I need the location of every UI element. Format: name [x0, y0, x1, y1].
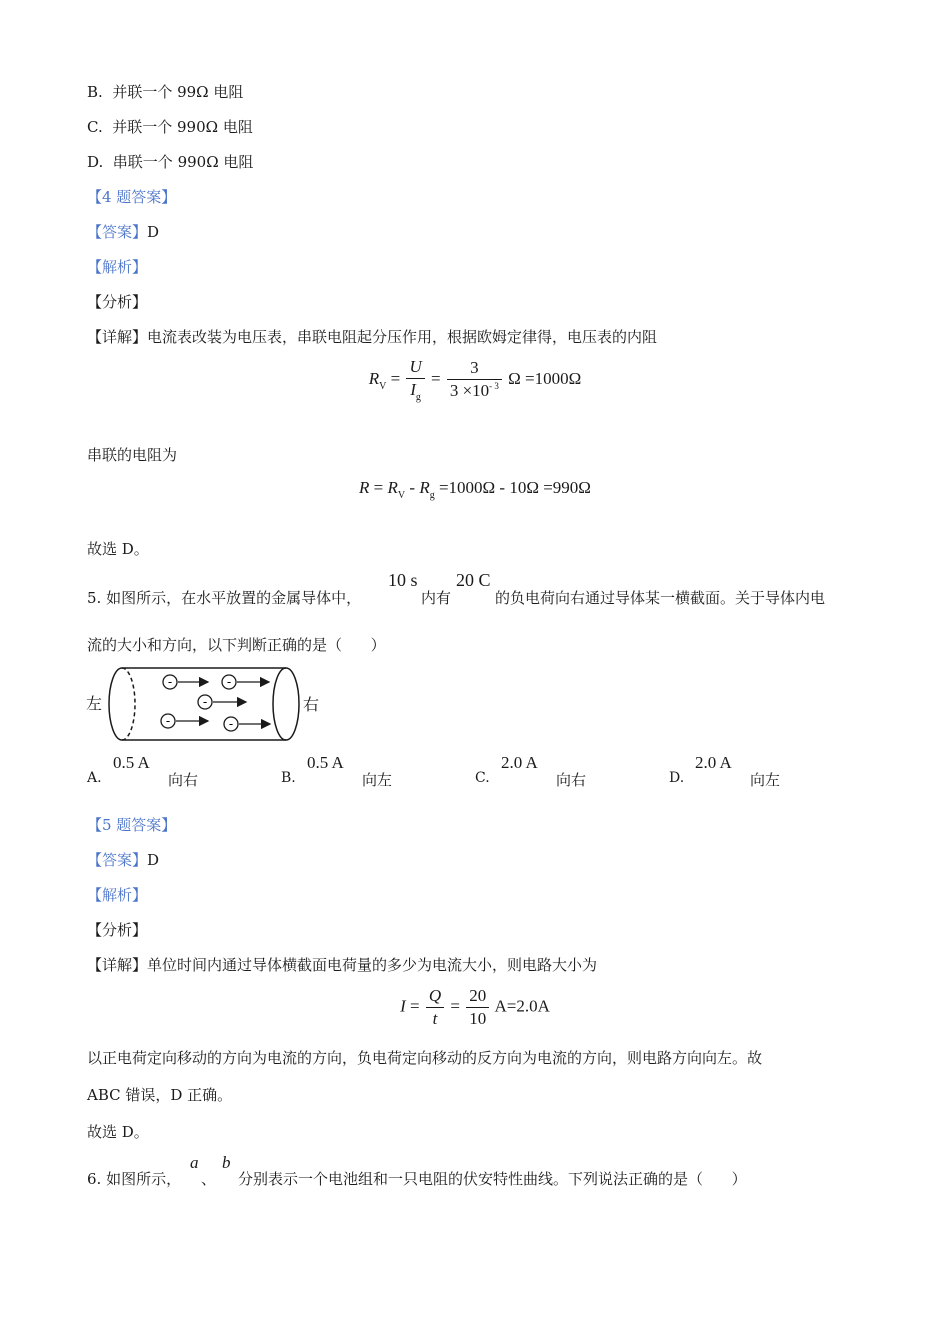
- q4-detail-text: 电流表改装为电压表，串联电阻起分压作用，根据欧姆定律得，电压表的内阻: [147, 328, 658, 346]
- q4-detail-line: [87, 326, 657, 348]
- option-value: 0.5 A: [307, 753, 344, 772]
- q5-explain-1: 以正电荷定向移动的方向为电流的方向，负电荷定向移动的反方向为电流的方向，则电路方向向左。故: [87, 1049, 763, 1067]
- eq-symbol: R: [368, 368, 380, 388]
- q5-stem-3: 的负电荷向右通过导体某一横截面。关于导体内电: [495, 589, 826, 607]
- q4-equation-rv: $R_V$ = $\frac{U}{I_g}$ = $\frac{3}{3 \times 10^{- 3}}$ Ω =1000Ω: [368, 357, 582, 403]
- q5-analysis-heading: 【解析】: [87, 886, 148, 904]
- eq-result: A=2.0A: [494, 996, 550, 1016]
- q5-stem-4: 流的大小和方向，以下判断正确的是（ ）: [87, 636, 386, 654]
- eq-symbol: I: [400, 996, 406, 1016]
- svg-text:-: -: [226, 675, 232, 689]
- conductor-diagram: [86, 664, 326, 744]
- q6-var-a: a: [190, 1153, 199, 1172]
- negative-charge: [163, 675, 208, 689]
- option-direction: 向左: [750, 771, 781, 789]
- option-direction: 向左: [362, 771, 393, 789]
- option-value: 2.0 A: [501, 753, 538, 772]
- q4-answer-bracket: 【答案】: [87, 223, 148, 241]
- numerator: Q: [426, 985, 444, 1008]
- option-value: 2.0 A: [695, 753, 732, 772]
- q4-option-d: D. 串联一个 990Ω 电阻: [87, 153, 254, 171]
- eq-symbol: R: [387, 478, 398, 497]
- q4-series-text: 串联的电阻为: [87, 446, 178, 464]
- negative-charge: [224, 717, 270, 731]
- q5-answer-heading: 【5 题答案】: [87, 816, 177, 834]
- q4-equation-r: $R = R_V - R_g =1000\Omega - 10\Omega =990\Omega$: [359, 478, 591, 501]
- option-label: A.: [87, 770, 102, 786]
- q5-answer-bracket: 【答案】: [87, 851, 148, 869]
- q5-detail-line: [87, 954, 597, 976]
- q4-answer-value: D: [147, 223, 160, 241]
- svg-text:-: -: [167, 675, 173, 689]
- q4-fenxi: 【分析】: [87, 293, 148, 311]
- option-label: C.: [475, 770, 490, 786]
- fraction-u-over-ig: [406, 356, 424, 404]
- denominator: 10: [469, 1009, 487, 1028]
- q6-stem-1: 6. 如图所示，: [87, 1170, 182, 1188]
- numerator: U: [406, 356, 424, 379]
- option-direction: 向右: [556, 771, 587, 789]
- eq-subscript: g: [429, 490, 435, 501]
- eq-subscript: V: [397, 490, 406, 501]
- q5-answer-line: [87, 849, 159, 871]
- q5-choose: 故选 D。: [87, 1123, 149, 1141]
- q4-answer-heading: 【4 题答案】: [87, 188, 177, 206]
- denominator: 3 ×10: [449, 380, 490, 400]
- q5-answer-value: D: [147, 851, 160, 869]
- eq-subscript: V: [379, 380, 387, 392]
- q5-detail-bracket: 【详解】: [87, 956, 148, 974]
- numerator: 3: [447, 357, 502, 380]
- q5-time-value: 10 s: [388, 570, 418, 590]
- fraction-3-over-3e-3: [447, 357, 502, 404]
- svg-text:-: -: [228, 717, 234, 731]
- denominator: I: [410, 380, 416, 399]
- svg-text:-: -: [165, 714, 171, 728]
- q5-fenxi: 【分析】: [87, 921, 148, 939]
- q6-separator: 、: [201, 1170, 217, 1188]
- option-label: D.: [669, 770, 685, 786]
- conductor-figure: [86, 664, 326, 744]
- negative-charge: [161, 714, 208, 728]
- q4-analysis-heading: 【解析】: [87, 258, 148, 276]
- right-label: 右: [303, 695, 320, 714]
- eq-superscript: - 3: [489, 380, 499, 391]
- q4-answer-line: [87, 221, 159, 243]
- q5-equation-i: I = $\frac{Q}{t}$ = $\frac{20}{10}$ A=2.0A: [400, 986, 550, 1028]
- q6-stem-2: 分别表示一个电池组和一只电阻的伏安特性曲线。下列说法正确的是（ ）: [238, 1170, 747, 1188]
- option-value: 0.5 A: [113, 753, 150, 772]
- svg-text:-: -: [202, 695, 208, 709]
- q4-detail-bracket: 【详解】: [87, 328, 148, 346]
- option-direction: 向右: [168, 771, 199, 789]
- eq-symbol: R: [419, 478, 430, 497]
- q4-option-c: C. 并联一个 990Ω 电阻: [87, 118, 253, 136]
- fraction-20-over-10: [466, 985, 489, 1030]
- eq-symbol: R: [359, 478, 370, 497]
- q6-var-b: b: [222, 1153, 231, 1172]
- denominator: t: [432, 1009, 438, 1028]
- q5-explain-2: ABC 错误，D 正确。: [87, 1086, 233, 1104]
- q4-option-b: B. 并联一个 99Ω 电阻: [87, 83, 244, 101]
- eq-subscript: g: [415, 392, 421, 403]
- q5-stem-2: 内有: [421, 589, 452, 607]
- eq-result: Ω =1000Ω: [508, 368, 582, 388]
- option-label: B.: [281, 770, 296, 786]
- q5-detail-text: 单位时间内通过导体横截面电荷量的多少为电流大小，则电路大小为: [147, 956, 598, 974]
- numerator: 20: [466, 985, 489, 1008]
- q5-charge-value: 20 C: [456, 570, 491, 590]
- fraction-q-over-t: [426, 985, 444, 1030]
- q4-choose: 故选 D。: [87, 540, 149, 558]
- eq-result: =1000Ω - 10Ω =990Ω: [438, 478, 591, 497]
- left-label: 左: [86, 694, 103, 713]
- q5-stem-1: 5. 如图所示，在水平放置的金属导体中，: [87, 589, 362, 607]
- negative-charge: [222, 675, 269, 689]
- negative-charge: [198, 695, 246, 709]
